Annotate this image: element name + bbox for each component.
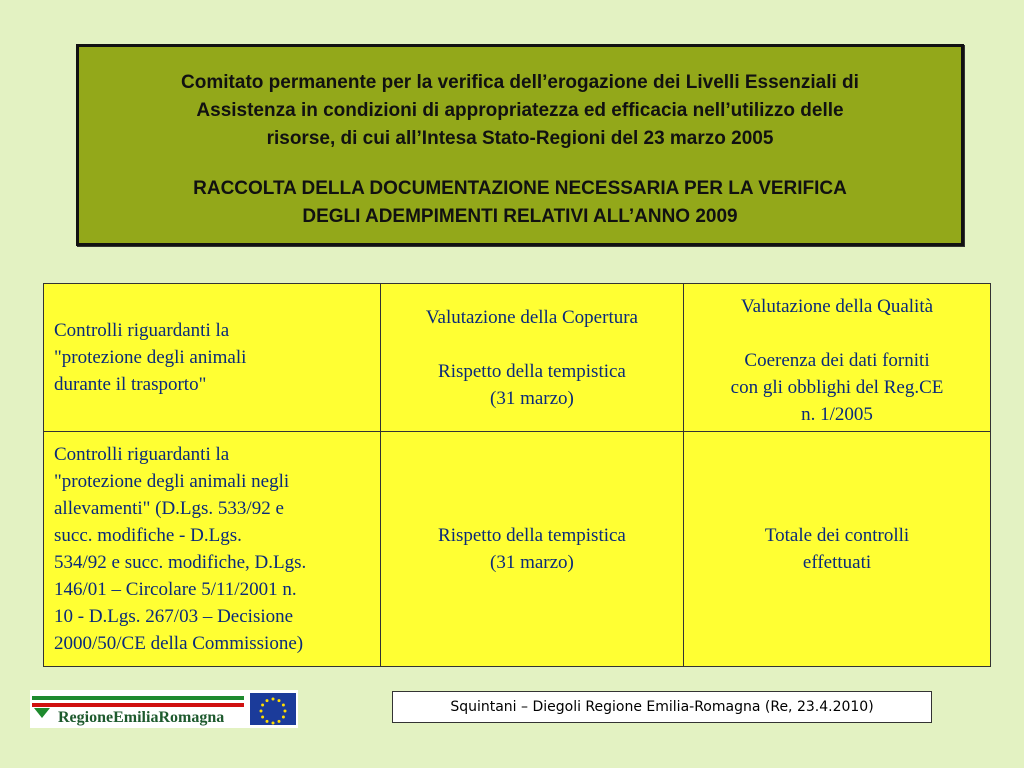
table-cell-control	[44, 432, 381, 667]
cell-line: n. 1/2005	[801, 404, 873, 425]
logo-text: RegioneEmiliaRomagna	[58, 709, 225, 726]
cell-line: durante il trasporto"	[54, 374, 207, 395]
cell-line: Controlli riguardanti la	[54, 444, 230, 465]
header-subtitle-line: RACCOLTA DELLA DOCUMENTAZIONE NECESSARIA PER LA VERIFICA	[193, 178, 847, 199]
cell-line: Rispetto della tempistica	[438, 360, 626, 382]
table-cell-quality	[684, 432, 991, 667]
cell-line: "protezione degli animali	[54, 347, 247, 368]
cell-line: (31 marzo)	[490, 552, 574, 573]
cell-line: 2000/50/CE della Commissione)	[54, 633, 304, 654]
regione-emilia-romagna-logo	[30, 690, 298, 728]
cell-line: Coerenza dei dati forniti	[744, 350, 930, 371]
table-cell-coverage	[380, 284, 683, 432]
header-subtitle-line: DEGLI ADEMPIMENTI RELATIVI ALL’ANNO 2009	[302, 206, 738, 227]
cell-line: allevamenti" (D.Lgs. 533/92 e	[54, 498, 284, 519]
quality-heading: Valutazione della Qualità	[741, 296, 934, 317]
table-row	[44, 284, 991, 432]
cell-line: con gli obblighi del Reg.CE	[730, 377, 944, 398]
header-title-line: Comitato permanente per la verifica dell’erogazione dei Livelli Essenziali di	[181, 72, 859, 93]
cell-line: 146/01 – Circolare 5/11/2001 n.	[54, 579, 297, 600]
logo-graphic	[30, 690, 298, 728]
cell-line: Totale dei controlli	[764, 525, 910, 546]
footer-credit: Squintani – Diegoli Regione Emilia-Romagna (Re, 23.4.2010)	[392, 691, 932, 723]
logo-green-stripe	[32, 696, 244, 700]
table-cell-coverage	[380, 432, 683, 667]
header-title-line: risorse, di cui all’Intesa Stato-Regioni del 23 marzo 2005	[266, 128, 774, 149]
cell-line: 10 - D.Lgs. 267/03 – Decisione	[54, 606, 294, 627]
cell-line: Controlli riguardanti la	[54, 320, 230, 341]
table-cell-quality	[684, 284, 991, 432]
requirements-table	[43, 283, 991, 667]
cell-line: (31 marzo)	[490, 387, 574, 409]
header-subtitle	[109, 175, 931, 231]
table-cell-control	[44, 284, 381, 432]
cell-line: 534/92 e succ. modifiche, D.Lgs.	[54, 552, 307, 573]
table-row	[44, 432, 991, 667]
coverage-heading: Valutazione della Copertura	[425, 306, 638, 328]
logo-red-stripe	[32, 703, 244, 707]
header-title	[109, 69, 931, 153]
eu-flag-icon	[250, 693, 296, 725]
header-title-line: Assistenza in condizioni di appropriatezza ed efficacia nell’utilizzo delle	[196, 100, 844, 121]
cell-line: Rispetto della tempistica	[438, 525, 626, 546]
header-box	[76, 44, 964, 246]
cell-line: effettuati	[802, 552, 872, 573]
cell-line: succ. modifiche - D.Lgs.	[54, 525, 242, 546]
cell-line: "protezione degli animali negli	[54, 471, 290, 492]
